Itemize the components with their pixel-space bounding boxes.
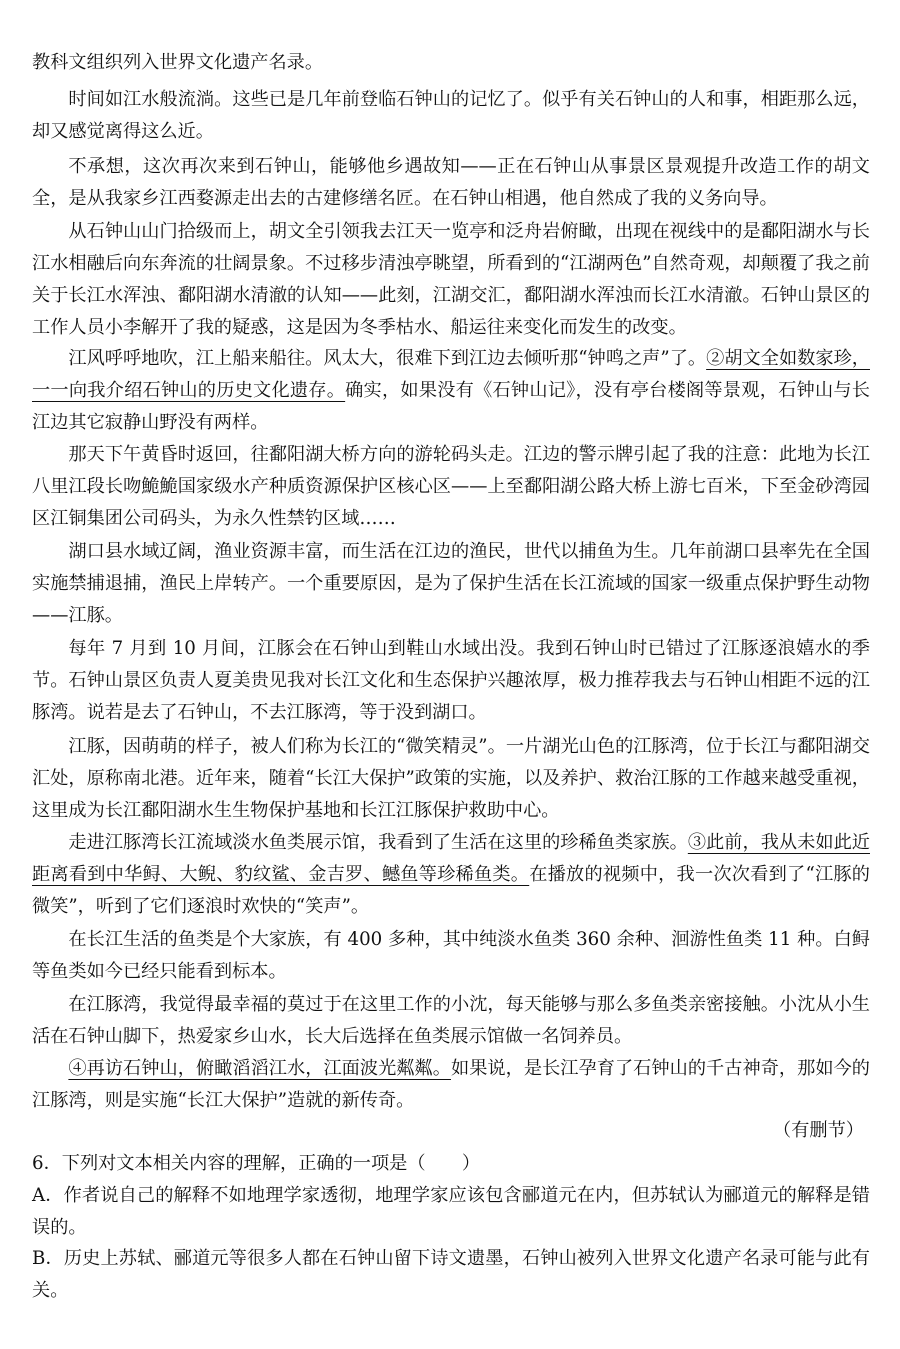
paragraph-13	[32, 1053, 870, 1117]
paragraph-11: 在长江生活的鱼类是个大家族，有 400 多种，其中纯淡水鱼类 360 余种、洄游性鱼类 11 种。白鲟等鱼类如今已经只能看到标本。	[32, 929, 870, 982]
paragraph-10-text-b: 在播放的视频中，我一次次看到了“江豚的微笑”，听到了它们逐浪时欢快的“笑声”。	[32, 864, 870, 917]
paragraph-10	[32, 827, 870, 923]
underlined-sentence-4: ④再访石钟山，俯瞰滔滔江水，江面波光粼粼。	[68, 1058, 451, 1079]
question-6-option-b: B．历史上苏轼、郦道元等很多人都在石钟山留下诗文遗墨，石钟山被列入世界文化遗产名录可能与此有关。	[32, 1248, 870, 1301]
abridged-note: （有删节）	[773, 1120, 864, 1141]
paragraph-5	[32, 343, 870, 439]
paragraph-13-text-b: 如果说，是长江孕育了石钟山的千古神奇，那如今的江豚湾，则是实施“长江大保护”造就的新传奇。	[32, 1058, 870, 1111]
paragraph-1: 教科文组织列入世界文化遗产名录。	[32, 52, 324, 73]
paragraph-12: 在江豚湾，我觉得最幸福的莫过于在这里工作的小沈，每天能够与那么多鱼类亲密接触。小沈从小生活在石钟山脚下，热爱家乡山水，长大后选择在鱼类展示馆做一名饲养员。	[32, 994, 870, 1047]
paragraph-7: 湖口县水域辽阔，渔业资源丰富，而生活在江边的渔民，世代以捕鱼为生。几年前湖口县率先在全国实施禁捕退捕，渔民上岸转产。一个重要原因，是为了保护生活在长江流域的国家一级重点保护野生动物——江豚。	[32, 541, 870, 626]
underlined-sentence-2: ②胡文全如数家珍，一一向我介绍石钟山的历史文化遗存。	[32, 348, 870, 401]
paragraph-2: 时间如江水般流淌。这些已是几年前登临石钟山的记忆了。似乎有关石钟山的人和事，相距那么远，却又感觉离得这么近。	[32, 89, 870, 142]
paragraph-8: 每年 7 月到 10 月间，江豚会在石钟山到鞋山水域出没。我到石钟山时已错过了江豚逐浪嬉水的季节。石钟山景区负责人夏美贵见我对长江文化和生态保护兴趣浓厚，极力推荐我去与石钟山相距不远的江豚湾。说若是去了石钟山，不去江豚湾，等于没到湖口。	[32, 638, 870, 723]
paragraph-6: 那天下午黄昏时返回，往鄱阳湖大桥方向的游轮码头走。江边的警示牌引起了我的注意：此地为长江八里江段长吻鮠鮠国家级水产种质资源保护区核心区——上至鄱阳湖公路大桥上游七百米，下至金砂湾园区江铜集团公司码头，为永久性禁钓区域……	[32, 444, 870, 529]
paragraph-5-text-a: 江风呼呼地吹，江上船来船往。风太大，很难下到江边去倾听那“钟鸣之声”了。	[68, 348, 707, 369]
question-6-stem: 6．下列对文本相关内容的理解，正确的一项是（ ）	[32, 1153, 481, 1174]
paragraph-4: 从石钟山山门拾级而上，胡文全引领我去江天一览亭和泛舟岩俯瞰，出现在视线中的是鄱阳湖水与长江水相融后向东奔流的壮阔景象。不过移步清浊亭眺望，所看到的“江湖两色”自然奇观，却颠覆了我之前关于长江水浑浊、鄱阳湖水清澈的认知——此刻，江湖交汇，鄱阳湖水浑浊而长江水清澈。石钟山景区的工作人员小李解开了我的疑惑，这是因为冬季枯水、船运往来变化而发生的改变。	[32, 221, 870, 338]
question-6-option-a: A．作者说自己的解释不如地理学家透彻，地理学家应该包含郦道元在内，但苏轼认为郦道元的解释是错误的。	[32, 1185, 870, 1238]
paragraph-9: 江豚，因萌萌的样子，被人们称为长江的“微笑精灵”。一片湖光山色的江豚湾，位于长江与鄱阳湖交汇处，原称南北港。近年来，随着“长江大保护”政策的实施，以及养护、救治江豚的工作越来越受重视，这里成为长江鄱阳湖水生生物保护基地和长江江豚保护救助中心。	[32, 736, 870, 821]
paragraph-3: 不承想，这次再次来到石钟山，能够他乡遇故知——正在石钟山从事景区景观提升改造工作的胡文全，是从我家乡江西婺源走出去的古建修缮名匠。在石钟山相遇，他自然成了我的义务向导。	[32, 156, 870, 209]
paragraph-10-text-a: 走进江豚湾长江流域淡水鱼类展示馆，我看到了生活在这里的珍稀鱼类家族。	[68, 832, 688, 853]
paragraph-5-text-b: 确实，如果没有《石钟山记》，没有亭台楼阁等景观，石钟山与长江边其它寂静山野没有两样。	[32, 380, 870, 433]
underlined-sentence-3: ③此前，我从未如此近距离看到中华鲟、大鲵、豹纹鲨、金吉罗、鳡鱼等珍稀鱼类。	[32, 832, 870, 885]
